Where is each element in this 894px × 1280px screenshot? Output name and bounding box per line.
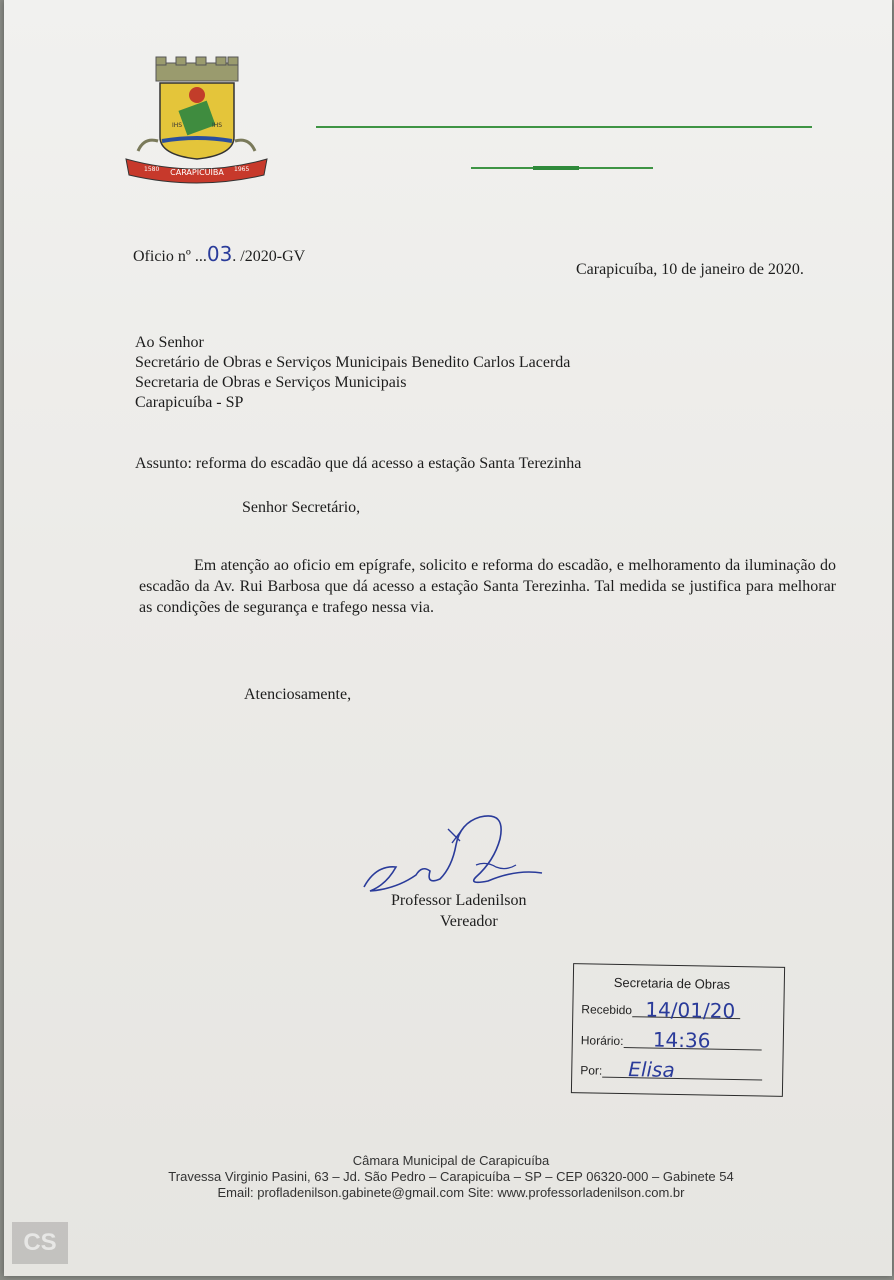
stamp-by-label: Por:: [580, 1063, 603, 1078]
recipient-line: Ao Senhor: [135, 334, 204, 351]
letter-sheet: [4, 0, 892, 1276]
coat-of-arms-logo: [124, 55, 269, 185]
footer-contact: Email: profladenilson.gabinete@gmail.com Site: www.professorladenilson.com.br: [217, 1185, 685, 1200]
crest-year-right: 1965: [234, 166, 250, 173]
stamp-time-label: Horário:: [580, 1033, 624, 1049]
stamp-time-value: 14:36: [652, 1027, 711, 1053]
crest-inscription-left: IHS: [172, 122, 183, 129]
crest-inscription-right: IHS: [212, 122, 223, 129]
closing: Atenciosamente,: [244, 686, 352, 703]
scanner-watermark-badge: CS: [12, 1222, 68, 1264]
signer-name: Professor Ladenilson: [391, 892, 527, 909]
reference-line: [133, 244, 305, 267]
crest-year-left: 1580: [144, 166, 160, 173]
handwritten-signature: [356, 805, 556, 905]
subject-line: Assunto: reforma do escadão que dá acesso a estação Santa Terezinha: [135, 455, 582, 472]
stamp-received-label: Recebido: [581, 1002, 633, 1018]
greeting: Senhor Secretário,: [242, 499, 361, 516]
signer-role: Vereador: [440, 913, 498, 930]
stamp-received-value: 14/01/20: [645, 997, 736, 1023]
recipient-line: Secretário de Obras e Serviços Municipais Benedito Carlos Lacerda: [135, 354, 571, 371]
reception-stamp: [571, 963, 785, 1097]
recipient-line: Carapicuíba - SP: [135, 394, 244, 411]
recipient-block: [135, 333, 570, 413]
date-line: Carapicuíba, 10 de janeiro de 2020.: [576, 261, 804, 278]
stamp-title: Secretaria de Obras: [613, 974, 731, 992]
reference-suffix: . /2020-GV: [232, 248, 306, 265]
reference-number: 03: [206, 242, 233, 266]
footer-address: Travessa Virginio Pasini, 63 – Jd. São Pedro – Carapicuíba – SP – CEP 06320-000 – Gabinete 54: [168, 1169, 734, 1184]
recipient-line: Secretaria de Obras e Serviços Municipais: [135, 374, 407, 391]
footer-org: Câmara Municipal de Carapicuíba: [352, 1153, 550, 1168]
header-rule-short: [471, 167, 653, 169]
body-paragraph: Em atenção ao oficio em epígrafe, solicito e reforma do escadão, e melhoramento da iluminação do escadão da Av. Rui Barbosa que dá acesso a estação Santa Terezinha. Tal medida se justifica para melhorar as condições de segurança e trafego nessa via.: [139, 557, 836, 616]
crest-ribbon-text: CARAPICUÍBA: [170, 168, 224, 177]
stamp-by-value: Elisa: [628, 1057, 675, 1082]
reference-prefix: Oficio nº ...: [133, 248, 207, 265]
header-rule-long: [316, 126, 812, 128]
